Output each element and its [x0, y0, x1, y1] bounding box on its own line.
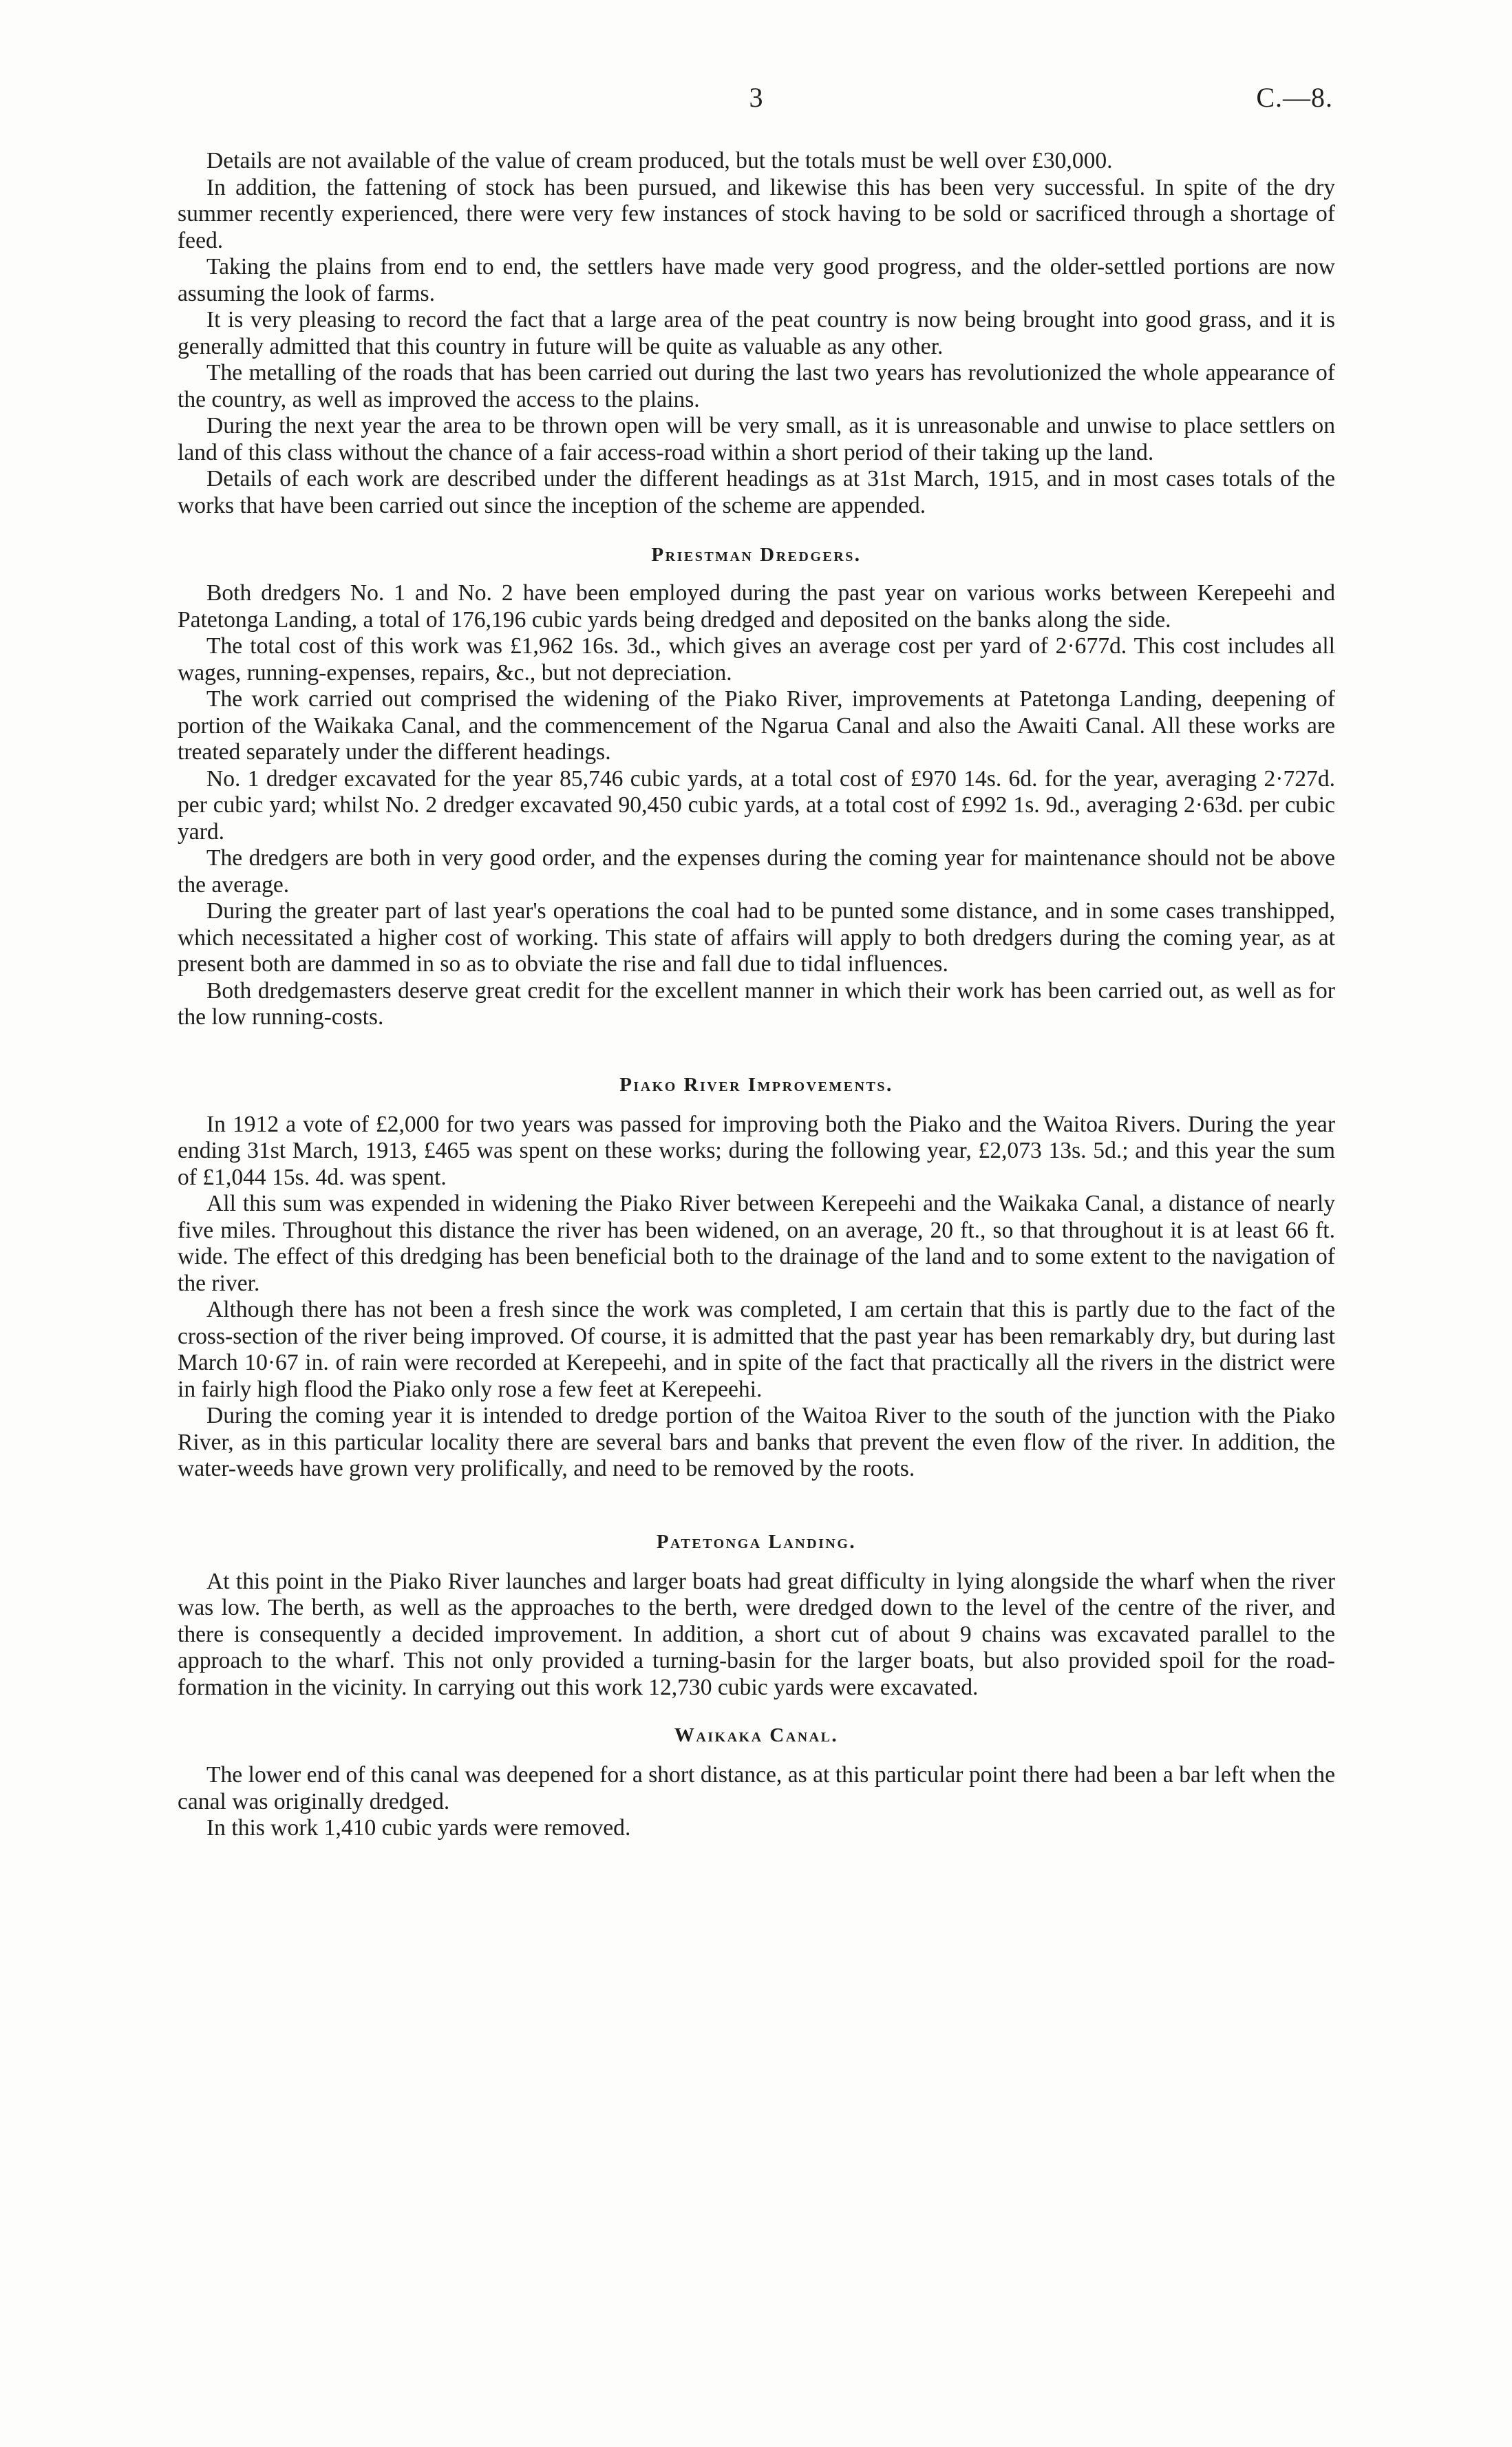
document-body — [178, 148, 1335, 1842]
paragraph: Both dredgers No. 1 and No. 2 have been employed during the past year on various works between Kerepeehi and Patetonga Landing, a total of 176,196 cubic yards being dredged and deposited on the banks along the side. — [178, 580, 1335, 633]
section-heading: Waikaka Canal. — [674, 1724, 839, 1746]
paragraph: The lower end of this canal was deepened for a short distance, as at this particular point there had been a bar left when the canal was originally dredged. — [178, 1762, 1335, 1814]
paragraph: During the greater part of last year's operations the coal had to be punted some distance, and in some cases transhipped, which necessitated a higher cost of working. This state of affairs will apply to both dredgers during the coming year, as at present both are dammed in so as to obviate the rise and fall due to tidal influences. — [178, 898, 1335, 977]
paragraph: No. 1 dredger excavated for the year 85,746 cubic yards, at a total cost of £970 14s. 6d. for the year, averaging 2·727d. per cubic yard; whilst No. 2 dredger excavated 90,450 cubic yards, at a total cost of £992 1s. 9d., averaging 2·63d. per cubic yard. — [178, 765, 1335, 845]
section-heading: Patetonga Landing. — [656, 1530, 857, 1553]
paragraph: It is very pleasing to record the fact that a large area of the peat country is now being brought into good grass, and it is generally admitted that this country in future will be quite as valuable as any other. — [178, 307, 1335, 359]
paragraph: In addition, the fattening of stock has been pursued, and likewise this has been very successful. In spite of the dry summer recently experienced, there were very few instances of stock having to be sold or sacrificed through a shortage of feed. — [178, 174, 1335, 253]
paragraph: Details are not available of the value of cream produced, but the totals must be well over £30,000. — [206, 148, 1113, 173]
section-waikaka-canal — [178, 1724, 1335, 1842]
paragraph: Both dredgemasters deserve great credit for the excellent manner in which their work has been carried out, as well as for the low running-costs. — [178, 977, 1335, 1030]
paragraph: In 1912 a vote of £2,000 for two years was passed for improving both the Piako and the Waitoa Rivers. During the year ending 31st March, 1913, £465 was spent on these works; during the following year, £2,073 13s. 5d.; and this year the sum of £1,044 15s. 4d. was spent. — [178, 1111, 1335, 1190]
section-heading: Piako River Improvements. — [619, 1073, 893, 1096]
paragraph: The metalling of the roads that has been carried out during the last two years has revolutionized the whole appearance of the country, as well as improved the access to the plains. — [178, 360, 1335, 412]
paragraph: The work carried out comprised the widening of the Piako River, improvements at Patetonga Landing, deepening of portion of the Waikaka Canal, and the commencement of the Ngarua Canal and also the Awaiti Canal. All these works are treated separately under the different headings. — [178, 686, 1335, 765]
paragraph: The dredgers are both in very good order, and the expenses during the coming year for maintenance should not be above the average. — [178, 845, 1335, 898]
report-code: C.—8. — [1256, 82, 1333, 113]
page-header — [179, 81, 1333, 123]
paragraph: In this work 1,410 cubic yards were removed. — [206, 1815, 631, 1841]
paragraph: Although there has not been a fresh since the work was completed, I am certain that this is partly due to the fact of the cross-section of the river being improved. Of course, it is admitted that the past year has been remarkably dry, but during last March 10·67 in. of rain were recorded at Kerepeehi, and in spite of the fact that practically all the rivers in the district were in fairly high flood the Piako only rose a few feet at Kerepeehi. — [178, 1297, 1335, 1402]
section-patetonga-landing — [178, 1531, 1335, 1702]
paragraph: During the next year the area to be thrown open will be very small, as it is unreasonable and unwise to place settlers on land of this class without the chance of a fair access-road within a short period of their taking up the land. — [178, 413, 1335, 465]
paragraph: Taking the plains from end to end, the settlers have made very good progress, and the older-settled portions are now assuming the look of farms. — [178, 254, 1335, 306]
page-number: 3 — [749, 82, 763, 113]
section-piako-river-improvements — [178, 1074, 1335, 1483]
paragraph: During the coming year it is intended to dredge portion of the Waitoa River to the south of the junction with the Piako River, as in this particular locality there are several bars and banks that prevent the even flow of the river. In addition, the water-weeds have grown very prolifically, and need to be removed by the roots. — [178, 1403, 1335, 1481]
paragraph: At this point in the Piako River launches and larger boats had great difficulty in lying alongside the wharf when the river was low. The berth, as well as the approaches to the berth, were dredged down to the level of the centre of the river, and there is consequently a decided improvement. In addition, a short cut of about 9 chains was excavated parallel to the approach to the wharf. This not only provided a turning-basin for the larger boats, but also provided spoil for the road-formation in the vicinity. In carrying out this work 12,730 cubic yards were excavated. — [178, 1568, 1335, 1700]
section-heading: Priestman Dredgers. — [651, 544, 862, 566]
paragraph: Details of each work are described under the different headings as at 31st March, 1915, and in most cases totals of the works that have been carried out since the inception of the scheme are appended. — [178, 466, 1335, 518]
paragraph: All this sum was expended in widening the Piako River between Kerepeehi and the Waikaka Canal, a distance of nearly five miles. Throughout this distance the river has been widened, on an average, 20 ft., so that throughout it is at least 66 ft. wide. The effect of this dredging has been beneficial both to the drainage of the land and to some extent to the navigation of the river. — [178, 1191, 1335, 1296]
intro-section — [178, 148, 1335, 519]
section-priestman-dredgers — [178, 544, 1335, 1031]
paragraph: The total cost of this work was £1,962 16s. 3d., which gives an average cost per yard of 2·677d. This cost includes all wages, running-expenses, repairs, &c., but not depreciation. — [178, 633, 1335, 686]
